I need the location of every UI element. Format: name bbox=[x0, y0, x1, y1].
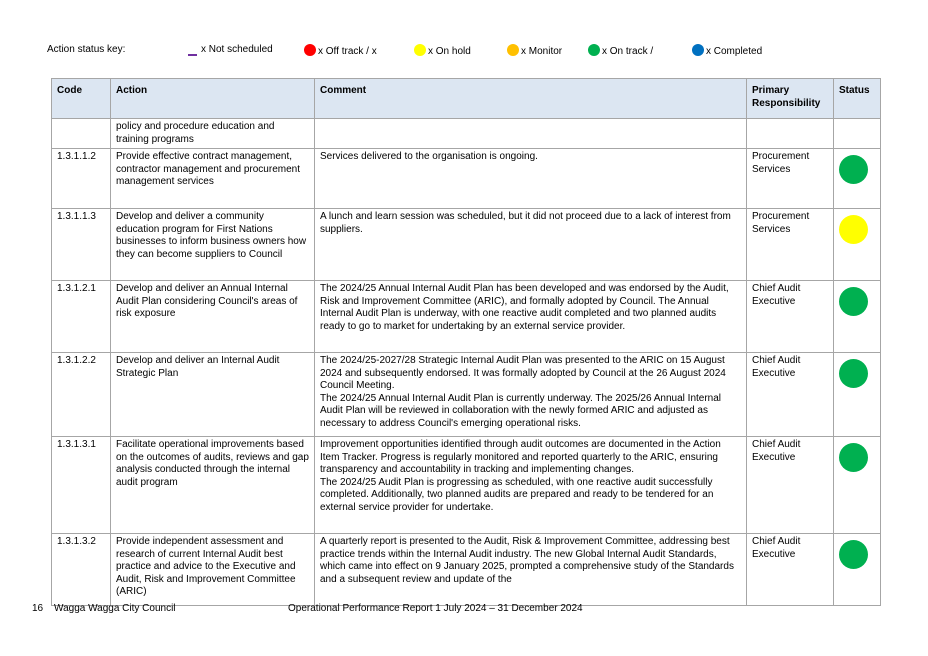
key-label: x On track / bbox=[602, 46, 654, 57]
action-cell: Develop and deliver a community education program for First Nations businesses to inform business owners how they can become suppliers to Council bbox=[111, 209, 315, 281]
action-cell: Provide independent assessment and research of current Internal Audit best practice and advice to the Executive and Audit, Risk and Improvement Committee (ARIC) bbox=[111, 534, 315, 606]
key-monitor bbox=[507, 44, 562, 57]
action-cell: Develop and deliver an Internal Audit Strategic Plan bbox=[111, 353, 315, 437]
comment-cell: The 2024/25 Annual Internal Audit Plan has been developed and was endorsed by the Audit, Risk and Improvement Committee (ARIC), and formally adopted by Council. The Annual Internal Audit Plan is underway, with one reactive audit completed and two planned audits ready to go to market for undertaking by an external service provider. bbox=[315, 281, 747, 353]
table-row bbox=[52, 119, 881, 149]
status-cell bbox=[834, 209, 881, 281]
comment-cell: A lunch and learn session was scheduled, but it did not proceed due to a lack of interest from suppliers. bbox=[315, 209, 747, 281]
table-row bbox=[52, 353, 881, 437]
header-status: Status bbox=[834, 79, 881, 119]
comment-cell: Improvement opportunities identified through audit outcomes are documented in the Action Item Tracker. Progress is regularly monitored and reported quarterly to the ARIC, ensuring transparency and accountability in tracking and implementing changes. The 2024/25 Audit Plan is progressing as scheduled, with one reactive audit successfully completed. Additionally, two planned audits are prepared and ready to be tendered for an external service provider for undertake. bbox=[315, 437, 747, 534]
footer-organisation: Wagga Wagga City Council bbox=[54, 603, 176, 614]
status-cell bbox=[834, 353, 881, 437]
responsibility-cell: Chief Audit Executive bbox=[747, 534, 834, 606]
off-track-dot-icon bbox=[304, 44, 316, 56]
action-cell: policy and procedure education and training programs bbox=[111, 119, 315, 149]
key-on-hold bbox=[414, 44, 471, 57]
status-cell bbox=[834, 437, 881, 534]
page-number: 16 bbox=[32, 603, 44, 614]
on-track-status-icon bbox=[839, 540, 868, 569]
on-track-status-icon bbox=[839, 287, 868, 316]
monitor-dot-icon bbox=[507, 44, 519, 56]
on-track-status-icon bbox=[839, 155, 868, 184]
responsibility-cell: Chief Audit Executive bbox=[747, 353, 834, 437]
code-cell: 1.3.1.2.2 bbox=[52, 353, 111, 437]
key-on-track bbox=[588, 44, 653, 57]
key-label: x Not scheduled bbox=[201, 44, 273, 55]
not-scheduled-icon bbox=[188, 54, 197, 56]
header-comment: Comment bbox=[315, 79, 747, 119]
table-row bbox=[52, 437, 881, 534]
on-hold-dot-icon bbox=[414, 44, 426, 56]
action-cell: Facilitate operational improvements based on the outcomes of audits, reviews and gap analysis conducted through the internal audit program bbox=[111, 437, 315, 534]
key-off-track bbox=[304, 44, 377, 57]
code-cell: 1.3.1.1.3 bbox=[52, 209, 111, 281]
responsibility-cell: Procurement Services bbox=[747, 209, 834, 281]
on-hold-status-icon bbox=[839, 215, 868, 244]
responsibility-cell: Chief Audit Executive bbox=[747, 281, 834, 353]
code-cell: 1.3.1.3.1 bbox=[52, 437, 111, 534]
table-row bbox=[52, 209, 881, 281]
code-cell: 1.3.1.1.2 bbox=[52, 149, 111, 209]
comment-cell: Services delivered to the organisation is ongoing. bbox=[315, 149, 747, 209]
key-label: x On hold bbox=[428, 46, 471, 57]
key-label: x Monitor bbox=[521, 46, 563, 57]
responsibility-cell: Procurement Services bbox=[747, 149, 834, 209]
table-header-row bbox=[52, 79, 881, 119]
status-cell bbox=[834, 119, 881, 149]
key-completed bbox=[692, 44, 762, 57]
action-cell: Provide effective contract management, contractor management and procurement management services bbox=[111, 149, 315, 209]
status-key-title: Action status key: bbox=[47, 44, 126, 55]
on-track-dot-icon bbox=[588, 44, 600, 56]
status-key bbox=[0, 40, 928, 62]
key-not-scheduled bbox=[188, 44, 273, 56]
code-cell: 1.3.1.3.2 bbox=[52, 534, 111, 606]
on-track-status-icon bbox=[839, 443, 868, 472]
footer-report-title: Operational Performance Report 1 July 2024 – 31 December 2024 bbox=[288, 603, 583, 614]
table-row bbox=[52, 149, 881, 209]
header-code: Code bbox=[52, 79, 111, 119]
header-action: Action bbox=[111, 79, 315, 119]
code-cell bbox=[52, 119, 111, 149]
status-cell bbox=[834, 534, 881, 606]
header-responsibility: Primary Responsibility bbox=[747, 79, 834, 119]
status-cell bbox=[834, 149, 881, 209]
key-label: x Off track / x bbox=[318, 46, 377, 57]
action-cell: Develop and deliver an Annual Internal Audit Plan considering Council's areas of risk exposure bbox=[111, 281, 315, 353]
key-label: x Completed bbox=[706, 46, 763, 57]
comment-cell: The 2024/25-2027/28 Strategic Internal Audit Plan was presented to the ARIC on 15 August 2024 and subsequently endorsed. It was formally adopted by Council at the 26 August 2024 Council Meeting. The 2024/25 Annual Internal Audit Plan is currently underway. The 2025/26 Annual Internal Audit Plan will be reviewed in collaboration with the newly formed ARIC and adjusted as necessary to address Council's emerging operational risks. bbox=[315, 353, 747, 437]
on-track-status-icon bbox=[839, 359, 868, 388]
actions-table bbox=[51, 78, 881, 606]
completed-dot-icon bbox=[692, 44, 704, 56]
comment-cell: A quarterly report is presented to the Audit, Risk & Improvement Committee, addressing best practice trends within the Internal Audit industry. The new Global Internal Audit Standards, which came into effect on 9 January 2025, prompted a comprehensive study of the Standards and a subsequent review and update of the bbox=[315, 534, 747, 606]
responsibility-cell: Chief Audit Executive bbox=[747, 437, 834, 534]
responsibility-cell bbox=[747, 119, 834, 149]
status-cell bbox=[834, 281, 881, 353]
table-row bbox=[52, 534, 881, 606]
table-row bbox=[52, 281, 881, 353]
comment-cell bbox=[315, 119, 747, 149]
code-cell: 1.3.1.2.1 bbox=[52, 281, 111, 353]
